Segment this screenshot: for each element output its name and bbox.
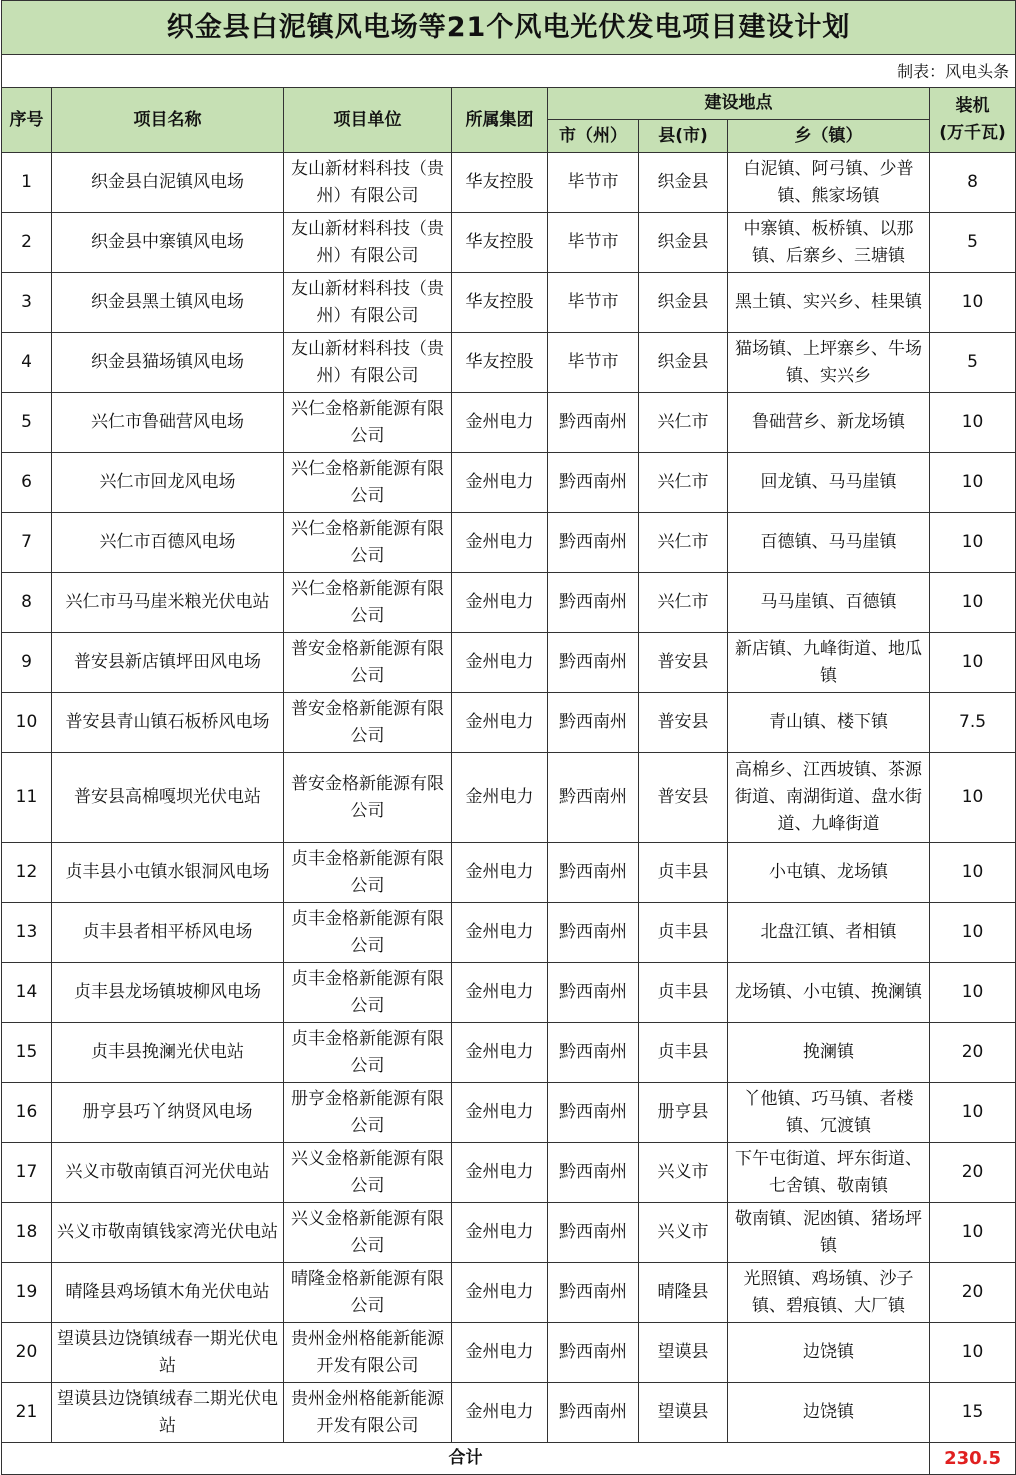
cell-city: 毕节市 <box>548 273 639 333</box>
table-row <box>2 1263 1016 1323</box>
cell-name: 晴隆县鸡场镇木角光伏电站 <box>52 1263 284 1323</box>
table-maker: 制表：风电头条 <box>2 55 1016 88</box>
cell-city: 黔西南州 <box>548 843 639 903</box>
cell-group: 金州电力 <box>452 1023 548 1083</box>
cell-capacity: 10 <box>930 393 1016 453</box>
cell-capacity: 20 <box>930 1263 1016 1323</box>
cell-unit: 普安金格新能源有限公司 <box>284 633 452 693</box>
cell-town: 敬南镇、泥凼镇、猪场坪镇 <box>728 1203 930 1263</box>
cell-group: 金州电力 <box>452 1203 548 1263</box>
cell-seq: 19 <box>2 1263 52 1323</box>
cell-town: 马马崖镇、百德镇 <box>728 573 930 633</box>
cell-capacity: 20 <box>930 1023 1016 1083</box>
cell-city: 黔西南州 <box>548 1083 639 1143</box>
cell-unit: 普安金格新能源有限公司 <box>284 693 452 753</box>
cell-seq: 9 <box>2 633 52 693</box>
cell-capacity: 15 <box>930 1383 1016 1443</box>
cell-town: 百德镇、马马崖镇 <box>728 513 930 573</box>
cell-city: 黔西南州 <box>548 453 639 513</box>
cell-county: 兴仁市 <box>639 513 728 573</box>
cell-seq: 13 <box>2 903 52 963</box>
cell-seq: 18 <box>2 1203 52 1263</box>
cell-unit: 贞丰金格新能源有限公司 <box>284 843 452 903</box>
cell-county: 册亨县 <box>639 1083 728 1143</box>
cell-city: 黔西南州 <box>548 1263 639 1323</box>
cell-seq: 5 <box>2 393 52 453</box>
cell-city: 黔西南州 <box>548 1203 639 1263</box>
cell-unit: 友山新材料科技（贵州）有限公司 <box>284 153 452 213</box>
cell-town: 白泥镇、阿弓镇、少普镇、熊家场镇 <box>728 153 930 213</box>
header-group: 所属集团 <box>452 88 548 153</box>
cell-city: 毕节市 <box>548 213 639 273</box>
cell-group: 金州电力 <box>452 693 548 753</box>
total-label: 合计 <box>2 1443 930 1475</box>
cell-town: 回龙镇、马马崖镇 <box>728 453 930 513</box>
cell-city: 毕节市 <box>548 333 639 393</box>
table-row <box>2 1083 1016 1143</box>
cell-town: 边饶镇 <box>728 1323 930 1383</box>
cell-town: 北盘江镇、者相镇 <box>728 903 930 963</box>
cell-unit: 贵州金州格能新能源开发有限公司 <box>284 1383 452 1443</box>
cell-county: 贞丰县 <box>639 903 728 963</box>
cell-capacity: 10 <box>930 573 1016 633</box>
table-row <box>2 1323 1016 1383</box>
cell-capacity: 10 <box>930 1323 1016 1383</box>
cell-name: 兴仁市回龙风电场 <box>52 453 284 513</box>
cell-group: 华友控股 <box>452 213 548 273</box>
cell-county: 望谟县 <box>639 1383 728 1443</box>
cell-capacity: 10 <box>930 963 1016 1023</box>
cell-city: 黔西南州 <box>548 393 639 453</box>
cell-group: 金州电力 <box>452 1323 548 1383</box>
table-row <box>2 753 1016 843</box>
cell-unit: 晴隆金格新能源有限公司 <box>284 1263 452 1323</box>
table-row <box>2 513 1016 573</box>
cell-seq: 4 <box>2 333 52 393</box>
cell-seq: 2 <box>2 213 52 273</box>
cell-city: 黔西南州 <box>548 1323 639 1383</box>
cell-seq: 14 <box>2 963 52 1023</box>
cell-county: 普安县 <box>639 753 728 843</box>
header-town: 乡（镇） <box>728 120 930 153</box>
table-row <box>2 333 1016 393</box>
cell-unit: 兴义金格新能源有限公司 <box>284 1143 452 1203</box>
table-row <box>2 633 1016 693</box>
cell-unit: 贵州金州格能新能源开发有限公司 <box>284 1323 452 1383</box>
table-row <box>2 843 1016 903</box>
cell-seq: 16 <box>2 1083 52 1143</box>
cell-unit: 兴仁金格新能源有限公司 <box>284 573 452 633</box>
cell-city: 黔西南州 <box>548 753 639 843</box>
cell-county: 望谟县 <box>639 1323 728 1383</box>
cell-capacity: 10 <box>930 513 1016 573</box>
cell-unit: 友山新材料科技（贵州）有限公司 <box>284 333 452 393</box>
table-row <box>2 573 1016 633</box>
cell-town: 丫他镇、巧马镇、者楼镇、冗渡镇 <box>728 1083 930 1143</box>
cell-capacity: 10 <box>930 1083 1016 1143</box>
cell-seq: 15 <box>2 1023 52 1083</box>
cell-city: 黔西南州 <box>548 513 639 573</box>
table-row <box>2 1143 1016 1203</box>
cell-unit: 贞丰金格新能源有限公司 <box>284 903 452 963</box>
cell-city: 黔西南州 <box>548 1023 639 1083</box>
cell-county: 兴仁市 <box>639 453 728 513</box>
cell-name: 册亨县巧丫纳贤风电场 <box>52 1083 284 1143</box>
total-value: 230.5 <box>930 1443 1016 1475</box>
cell-unit: 册亨金格新能源有限公司 <box>284 1083 452 1143</box>
cell-group: 金州电力 <box>452 393 548 453</box>
cell-name: 贞丰县小屯镇水银洞风电场 <box>52 843 284 903</box>
cell-county: 兴仁市 <box>639 573 728 633</box>
cell-seq: 20 <box>2 1323 52 1383</box>
cell-town: 龙场镇、小屯镇、挽澜镇 <box>728 963 930 1023</box>
cell-county: 贞丰县 <box>639 843 728 903</box>
cell-town: 边饶镇 <box>728 1383 930 1443</box>
cell-capacity: 10 <box>930 753 1016 843</box>
cell-group: 华友控股 <box>452 333 548 393</box>
plan-table-container <box>1 0 1015 1475</box>
table-row <box>2 273 1016 333</box>
cell-city: 黔西南州 <box>548 1383 639 1443</box>
cell-name: 织金县中寨镇风电场 <box>52 213 284 273</box>
header-county: 县(市) <box>639 120 728 153</box>
cell-seq: 12 <box>2 843 52 903</box>
cell-capacity: 10 <box>930 903 1016 963</box>
table-row <box>2 393 1016 453</box>
cell-name: 织金县猫场镇风电场 <box>52 333 284 393</box>
cell-unit: 贞丰金格新能源有限公司 <box>284 1023 452 1083</box>
total-row <box>2 1443 1016 1475</box>
cell-group: 金州电力 <box>452 633 548 693</box>
cell-capacity: 7.5 <box>930 693 1016 753</box>
cell-name: 普安县青山镇石板桥风电场 <box>52 693 284 753</box>
cell-unit: 兴仁金格新能源有限公司 <box>284 513 452 573</box>
table-row <box>2 693 1016 753</box>
header-seq: 序号 <box>2 88 52 153</box>
cell-group: 金州电力 <box>452 453 548 513</box>
cell-name: 织金县黑土镇风电场 <box>52 273 284 333</box>
cell-unit: 兴义金格新能源有限公司 <box>284 1203 452 1263</box>
cell-name: 贞丰县挽澜光伏电站 <box>52 1023 284 1083</box>
table-row <box>2 213 1016 273</box>
cell-county: 贞丰县 <box>639 1023 728 1083</box>
cell-unit: 友山新材料科技（贵州）有限公司 <box>284 273 452 333</box>
cell-name: 兴义市敬南镇百河光伏电站 <box>52 1143 284 1203</box>
cell-group: 金州电力 <box>452 1083 548 1143</box>
cell-name: 望谟县边饶镇绒春一期光伏电站 <box>52 1323 284 1383</box>
cell-city: 黔西南州 <box>548 633 639 693</box>
cell-seq: 7 <box>2 513 52 573</box>
cell-seq: 3 <box>2 273 52 333</box>
cell-capacity: 10 <box>930 1203 1016 1263</box>
cell-name: 兴仁市百德风电场 <box>52 513 284 573</box>
header-capacity: 装机 (万千瓦) <box>930 88 1016 153</box>
cell-county: 晴隆县 <box>639 1263 728 1323</box>
table-row <box>2 153 1016 213</box>
table-row <box>2 903 1016 963</box>
cell-seq: 6 <box>2 453 52 513</box>
cell-town: 小屯镇、龙场镇 <box>728 843 930 903</box>
table-title: 织金县白泥镇风电场等21个风电光伏发电项目建设计划 <box>2 1 1016 55</box>
cell-unit: 友山新材料科技（贵州）有限公司 <box>284 213 452 273</box>
cell-town: 光照镇、鸡场镇、沙子镇、碧痕镇、大厂镇 <box>728 1263 930 1323</box>
cell-group: 金州电力 <box>452 1263 548 1323</box>
cell-county: 普安县 <box>639 693 728 753</box>
cell-county: 兴义市 <box>639 1203 728 1263</box>
cell-capacity: 5 <box>930 213 1016 273</box>
cell-capacity: 10 <box>930 453 1016 513</box>
cell-county: 普安县 <box>639 633 728 693</box>
cell-seq: 1 <box>2 153 52 213</box>
cell-name: 织金县白泥镇风电场 <box>52 153 284 213</box>
cell-group: 金州电力 <box>452 513 548 573</box>
cell-name: 普安县高棉嘎坝光伏电站 <box>52 753 284 843</box>
cell-capacity: 8 <box>930 153 1016 213</box>
cell-unit: 兴仁金格新能源有限公司 <box>284 393 452 453</box>
cell-group: 金州电力 <box>452 573 548 633</box>
header-unit: 项目单位 <box>284 88 452 153</box>
cell-group: 金州电力 <box>452 753 548 843</box>
cell-town: 新店镇、九峰街道、地瓜镇 <box>728 633 930 693</box>
cell-capacity: 20 <box>930 1143 1016 1203</box>
cell-group: 金州电力 <box>452 963 548 1023</box>
cell-seq: 17 <box>2 1143 52 1203</box>
cell-name: 普安县新店镇坪田风电场 <box>52 633 284 693</box>
cell-name: 兴仁市马马崖米粮光伏电站 <box>52 573 284 633</box>
table-row <box>2 1203 1016 1263</box>
cell-group: 金州电力 <box>452 1383 548 1443</box>
cell-city: 黔西南州 <box>548 903 639 963</box>
cell-county: 织金县 <box>639 213 728 273</box>
table-row <box>2 1383 1016 1443</box>
cell-city: 毕节市 <box>548 153 639 213</box>
cell-town: 猫场镇、上坪寨乡、牛场镇、实兴乡 <box>728 333 930 393</box>
cell-town: 高棉乡、江西坡镇、茶源街道、南湖街道、盘水街道、九峰街道 <box>728 753 930 843</box>
cell-seq: 8 <box>2 573 52 633</box>
cell-unit: 兴仁金格新能源有限公司 <box>284 453 452 513</box>
cell-county: 织金县 <box>639 273 728 333</box>
cell-capacity: 10 <box>930 843 1016 903</box>
cell-city: 黔西南州 <box>548 1143 639 1203</box>
cell-county: 织金县 <box>639 153 728 213</box>
cell-city: 黔西南州 <box>548 963 639 1023</box>
table-row <box>2 453 1016 513</box>
cell-seq: 21 <box>2 1383 52 1443</box>
cell-name: 兴仁市鲁础营风电场 <box>52 393 284 453</box>
cell-capacity: 5 <box>930 333 1016 393</box>
cell-county: 兴义市 <box>639 1143 728 1203</box>
cell-town: 鲁础营乡、新龙场镇 <box>728 393 930 453</box>
cell-group: 金州电力 <box>452 843 548 903</box>
cell-town: 黑土镇、实兴乡、桂果镇 <box>728 273 930 333</box>
cell-unit: 普安金格新能源有限公司 <box>284 753 452 843</box>
header-city: 市（州） <box>548 120 639 153</box>
cell-group: 金州电力 <box>452 903 548 963</box>
cell-city: 黔西南州 <box>548 573 639 633</box>
cell-name: 贞丰县龙场镇坡柳风电场 <box>52 963 284 1023</box>
cell-seq: 10 <box>2 693 52 753</box>
project-plan-table <box>1 0 1016 1475</box>
cell-group: 华友控股 <box>452 273 548 333</box>
cell-town: 下午屯街道、坪东街道、七舍镇、敬南镇 <box>728 1143 930 1203</box>
header-location: 建设地点 <box>548 88 930 120</box>
cell-town: 青山镇、楼下镇 <box>728 693 930 753</box>
cell-group: 华友控股 <box>452 153 548 213</box>
cell-name: 贞丰县者相平桥风电场 <box>52 903 284 963</box>
cell-unit: 贞丰金格新能源有限公司 <box>284 963 452 1023</box>
cell-county: 贞丰县 <box>639 963 728 1023</box>
cell-county: 织金县 <box>639 333 728 393</box>
table-row <box>2 1023 1016 1083</box>
cell-capacity: 10 <box>930 273 1016 333</box>
table-row <box>2 963 1016 1023</box>
cell-city: 黔西南州 <box>548 693 639 753</box>
cell-seq: 11 <box>2 753 52 843</box>
cell-capacity: 10 <box>930 633 1016 693</box>
cell-group: 金州电力 <box>452 1143 548 1203</box>
table-body <box>2 153 1016 1443</box>
cell-name: 望谟县边饶镇绒春二期光伏电站 <box>52 1383 284 1443</box>
cell-county: 兴仁市 <box>639 393 728 453</box>
cell-name: 兴义市敬南镇钱家湾光伏电站 <box>52 1203 284 1263</box>
header-name: 项目名称 <box>52 88 284 153</box>
cell-town: 中寨镇、板桥镇、以那镇、后寨乡、三塘镇 <box>728 213 930 273</box>
cell-town: 挽澜镇 <box>728 1023 930 1083</box>
